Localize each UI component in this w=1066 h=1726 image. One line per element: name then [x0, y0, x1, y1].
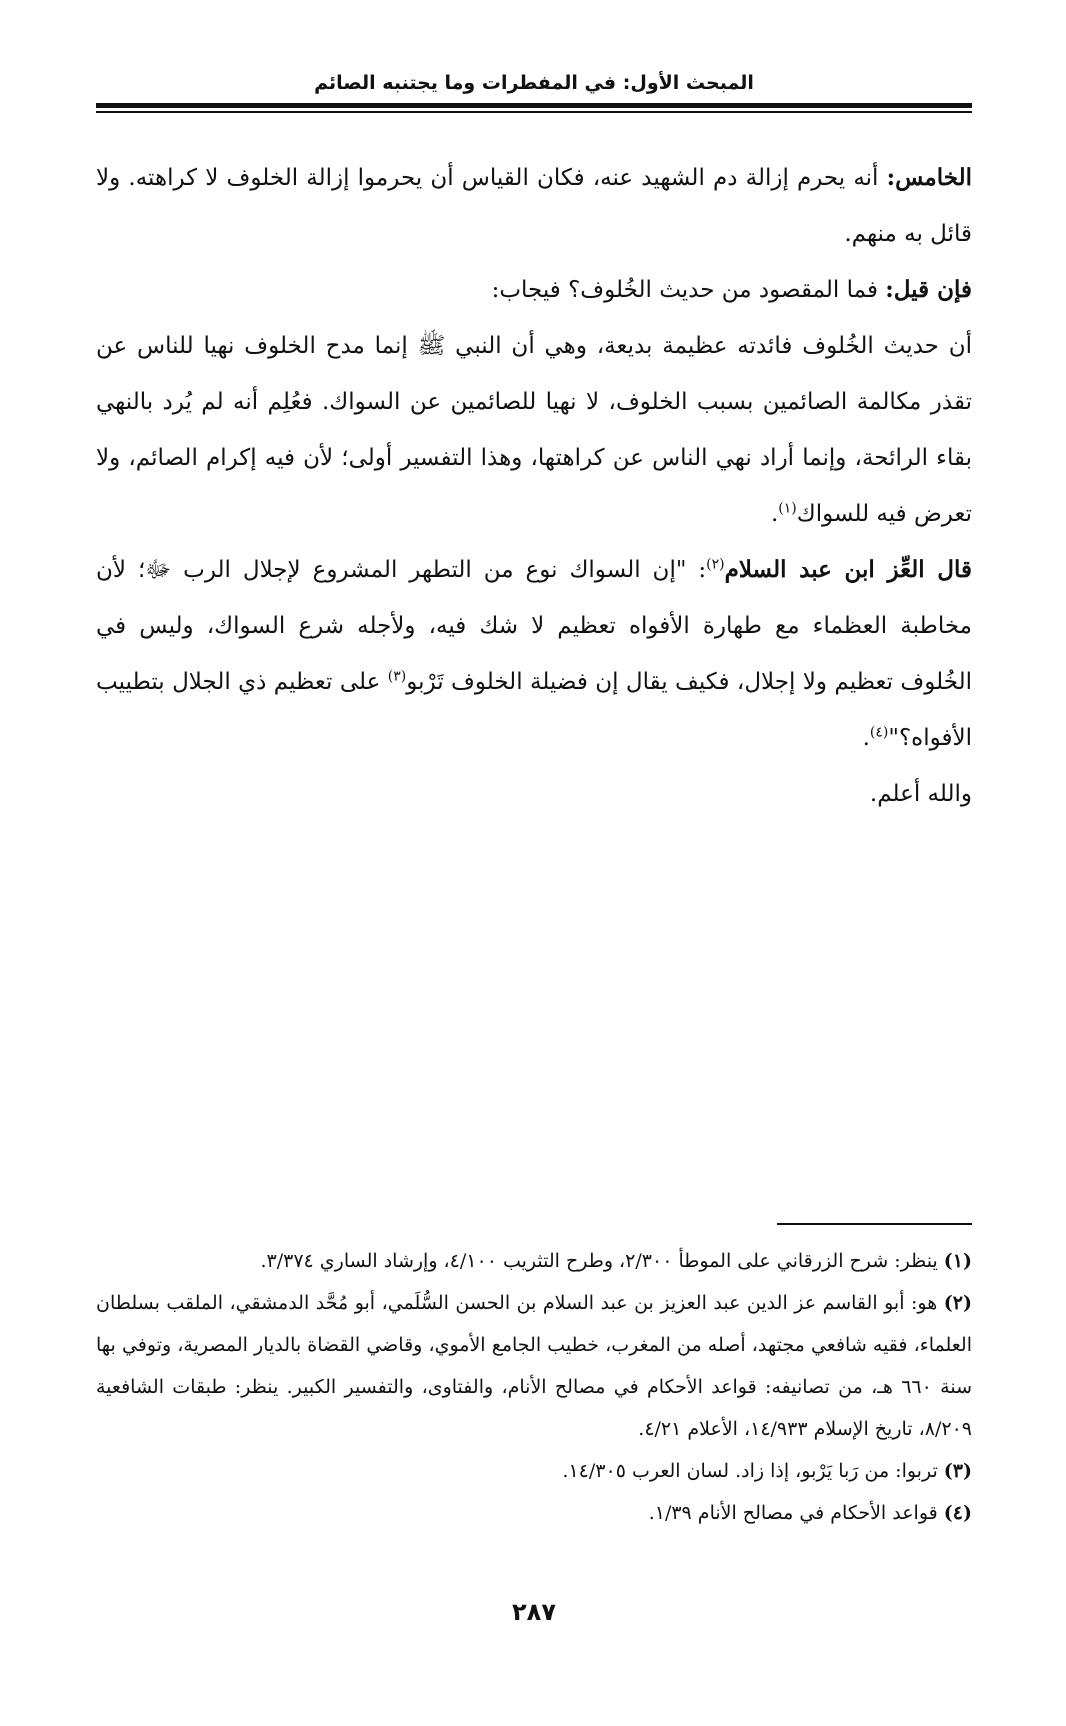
- paragraph-2-lead: فإن قيل:: [885, 276, 972, 303]
- footnote-4-text: قواعد الأحكام في مصالح الأنام ١/٣٩.: [648, 1502, 944, 1524]
- running-header: المبحث الأول: في المفطرات وما يجتنبه الصائم: [314, 72, 754, 94]
- footnotes: [96, 1240, 972, 1534]
- footnote-ref-1[interactable]: (١): [778, 500, 797, 517]
- paragraph-4: [96, 542, 972, 766]
- header-rule-thick: [96, 103, 972, 108]
- page-number: ٢٨٧: [512, 1598, 556, 1626]
- header-rule-thin: [96, 111, 972, 113]
- footnote-1: [96, 1240, 972, 1282]
- paragraph-4-lead: قال العِّز ابن عبد السلام: [724, 556, 972, 583]
- paragraph-3: [96, 318, 972, 542]
- paragraph-4-text-1: : "إن السواك نوع من التطهر المشروع لإجلال الرب ﷻ؛ لأن مخاطبة العظماء مع طهارة الأفواه تعظيم لا شك فيه، ولأجله شرع السواك، وليس في الخُلوف تعظيم ولا إجلال، فكيف يقال إن فضيلة الخلوف تَرْبو: [96, 557, 973, 695]
- footnote-4: [96, 1492, 972, 1534]
- paragraph-1-lead: الخامس:: [886, 164, 972, 191]
- footnote-3-text: تربوا: من رَبا يَرْبو، إذا زاد. لسان العرب ١٤/٣٠٥.: [562, 1460, 944, 1482]
- footnote-2: [96, 1282, 972, 1450]
- paragraph-1: [96, 150, 972, 262]
- paragraph-3-text: أن حديث الخُلوف فائدته عظيمة بديعة، وهي أن النبي ﷺ إنما مدح الخلوف نهيا للناس عن تقذر مكالمة الصائمين بسبب الخلوف، لا نهيا للصائمين عن السواك. فعُلِم أنه لم يُرد بالنهي بقاء الرائحة، وإنما أراد نهي الناس عن كراهتها، وهذا التفسير أولى؛ لأن فيه إكرام الصائم، ولا تعرض فيه للسواك: [96, 333, 972, 527]
- main-text: [96, 150, 972, 822]
- paragraph-5-text: والله أعلم.: [869, 781, 972, 807]
- footnote-1-number: (١): [943, 1250, 972, 1272]
- footnote-3-number: (٣): [943, 1460, 972, 1482]
- footnote-ref-4[interactable]: (٤): [869, 724, 889, 741]
- footnote-1-text: ينظر: شرح الزرقاني على الموطأ ٢/٣٠٠، وطرح التثريب ٤/١٠٠، وإرشاد الساري ٣/٣٧٤.: [260, 1250, 944, 1272]
- paragraph-4-text-2: على تعظيم ذي الجلال بتطييب الأفواه؟": [96, 669, 972, 751]
- footnote-ref-3[interactable]: (٣): [387, 668, 407, 685]
- footnote-ref-2[interactable]: (٢): [706, 556, 725, 573]
- paragraph-2: [96, 262, 972, 318]
- paragraph-1-text: أنه يحرم إزالة دم الشهيد عنه، فكان القياس أن يحرموا إزالة الخلوف لا كراهته. ولا قائل به منهم.: [96, 165, 972, 247]
- paragraph-5: [96, 766, 972, 822]
- footnote-2-text: هو: أبو القاسم عز الدين عبد العزيز بن عبد السلام بن الحسن السُّلَمي، أبو مُحَّد الدمشقي، الملقب بسلطان العلماء، فقيه شافعي مجتهد، أصله من المغرب، خطيب الجامع الأموي، وقاضي القضاة بالديار المصرية، وتوفي بها سنة ٦٦٠ هـ، من تصانيفه: قواعد الأحكام في مصالح الأنام، والفتاوى، والتفسير الكبير. ينظر: طبقات الشافعية ٨/٢٠٩، تاريخ الإسلام ١٤/٩٣٣، الأعلام ٤/٢١.: [96, 1292, 972, 1440]
- footnote-separator: [777, 1223, 972, 1225]
- footnote-3: [96, 1450, 972, 1492]
- paragraph-2-text: فما المقصود من حديث الخُلوف؟ فيجاب:: [491, 277, 886, 303]
- footnote-2-number: (٢): [943, 1292, 972, 1314]
- paragraph-4-end: .: [862, 725, 870, 751]
- footnote-4-number: (٤): [943, 1502, 972, 1524]
- paragraph-3-end: .: [770, 501, 779, 527]
